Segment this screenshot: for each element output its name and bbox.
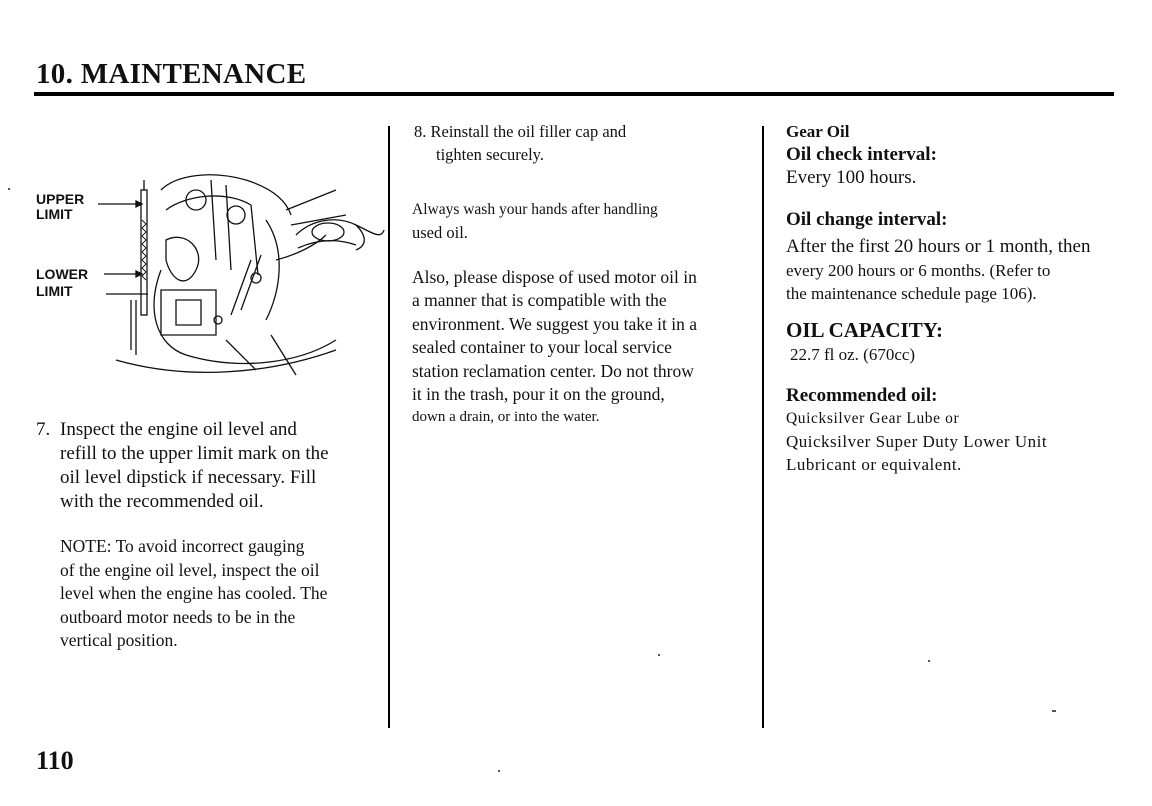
wash-line-2: used oil.: [412, 223, 468, 242]
disposal-line: station reclamation center. Do not throw: [412, 360, 694, 381]
oil-check-heading: Oil check interval:: [786, 144, 937, 165]
disposal-paragraph: [412, 266, 747, 430]
disposal-line: environment. We suggest you take it in a: [412, 313, 698, 334]
step-7: [36, 418, 376, 514]
wash-line-1: Always wash your hands after handling: [412, 201, 658, 218]
note-line: NOTE: To avoid incorrect gauging: [60, 536, 305, 556]
note-line: of the engine oil level, inspect the oil: [60, 559, 320, 580]
step-8-line-2: tighten securely.: [436, 145, 544, 164]
disposal-line: it in the trash, pour it on the ground,: [412, 384, 665, 405]
scan-speck: [658, 654, 660, 656]
upper-limit-label: [36, 192, 84, 222]
column-divider-1: [388, 126, 390, 728]
recommended-oil-line: Lubricant or equivalent.: [786, 455, 962, 474]
step-7-line: oil level dipstick if necessary. Fill: [60, 467, 317, 488]
oil-capacity-heading: OIL CAPACITY:: [786, 318, 943, 342]
page-number: 110: [36, 746, 74, 775]
upper-limit-label-line2: LIMIT: [36, 206, 73, 222]
recommended-oil-heading: Recommended oil:: [786, 385, 938, 406]
scan-speck: [1052, 710, 1056, 712]
step-8: [414, 120, 744, 166]
step-7-line: refill to the upper limit mark on the: [60, 443, 329, 464]
oil-change-line: After the first 20 hours or 1 month, then: [786, 236, 1091, 257]
note-block: [60, 535, 380, 653]
disposal-line: Also, please dispose of used motor oil in: [412, 267, 697, 287]
upper-limit-label-line1: UPPER: [36, 191, 85, 207]
note-line: vertical position.: [60, 630, 178, 650]
oil-check-value: Every 100 hours.: [786, 167, 917, 188]
gear-oil-section: [786, 120, 1116, 476]
lower-limit-label: [36, 266, 88, 300]
note-line: outboard motor needs to be in the: [60, 606, 296, 627]
wash-hands-warning: [412, 198, 742, 244]
step-8-line-1: 8. Reinstall the oil filler cap and: [414, 122, 627, 141]
scan-speck: [928, 660, 930, 662]
lower-limit-label-line1: LOWER: [36, 266, 89, 282]
scan-speck: [498, 770, 500, 772]
step-7-number: 7.: [36, 419, 51, 440]
step-7-line: with the recommended oil.: [60, 491, 264, 512]
note-line: level when the engine has cooled. The: [60, 583, 328, 603]
step-7-line: Inspect the engine oil level and: [60, 419, 297, 440]
recommended-oil-line: Quicksilver Super Duty Lower Unit: [786, 432, 1048, 451]
step-7-text: [60, 418, 376, 514]
page-title: 10. MAINTENANCE: [36, 58, 307, 90]
column-divider-2: [762, 126, 764, 728]
disposal-line: down a drain, or into the water.: [412, 409, 600, 426]
dipstick-illustration: [36, 160, 386, 385]
oil-capacity-value: 22.7 fl oz. (670cc): [790, 345, 916, 364]
scan-speck: [8, 188, 10, 190]
lower-limit-label-line2: LIMIT: [36, 283, 73, 299]
oil-change-line: the maintenance schedule page 106).: [786, 284, 1037, 303]
engine-drawing: [36, 160, 386, 385]
title-rule: [34, 92, 1114, 96]
oil-change-line: every 200 hours or 6 months. (Refer to: [786, 261, 1051, 280]
gear-oil-heading: Gear Oil: [786, 122, 850, 141]
recommended-oil-line: Quicksilver Gear Lube or: [786, 410, 960, 427]
disposal-line: a manner that is compatible with the: [412, 290, 667, 311]
disposal-line: sealed container to your local service: [412, 337, 672, 358]
oil-change-heading: Oil change interval:: [786, 209, 948, 230]
